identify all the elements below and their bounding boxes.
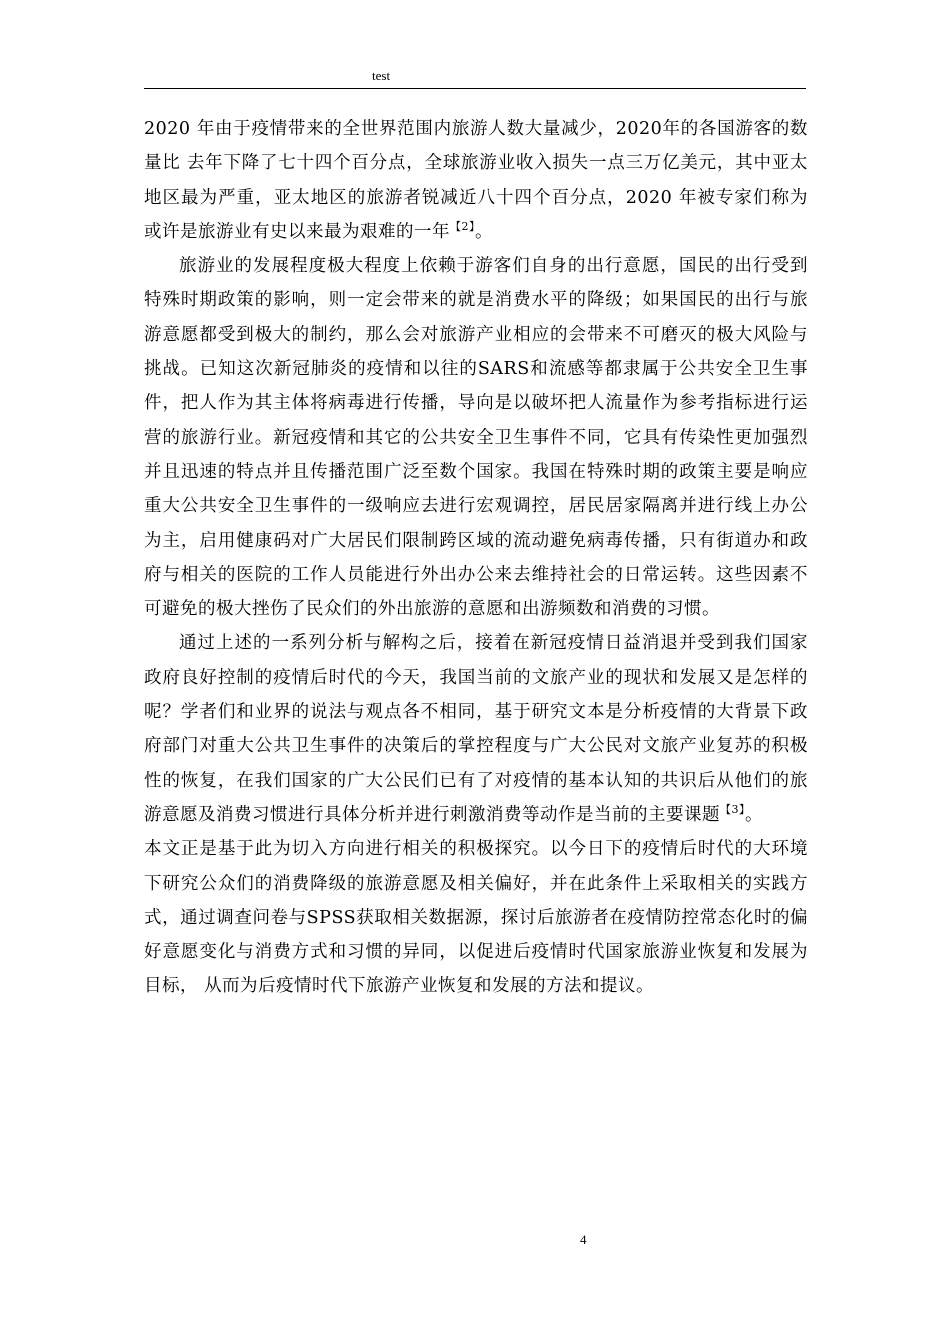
page-number: 4 xyxy=(580,1232,587,1247)
header-text: test xyxy=(372,68,391,83)
paragraph-3-tail: 。 xyxy=(745,804,763,825)
paragraph-1-tail: 。 xyxy=(475,221,493,242)
paragraph-3-text: 通过上述的一系列分析与解构之后，接着在新冠疫情日益消退并受到我们国家政府良好控制的疫情后时代的今天，我国当前的文旅产业的现状和发展又是怎样的呢？学者们和业界的说法与观点各不相同，基于研究文本是分析疫情的大背景下政府部门对重大公共卫生事件的决策后的掌控程度与广大公民对文旅产业复苏的积极性的恢复，在我们国家的广大公民们已有了对疫情的基本认知的共识后从他们的旅游意愿及消费习惯进行具体分析并进行刺激消费等动作是当前的主要课题 xyxy=(144,633,808,825)
paragraph-4 xyxy=(144,832,808,1003)
citation-2: 【2】 xyxy=(450,220,475,234)
paragraph-1 xyxy=(144,112,808,249)
body-text xyxy=(144,112,808,1004)
citation-3: 【3】 xyxy=(720,803,745,817)
paragraph-3 xyxy=(144,626,808,832)
paragraph-1-text: 2020 年由于疫情带来的全世界范围内旅游人数大量减少，2020年的各国游客的数量比 去年下降了七十四个百分点，全球旅游业收入损失一点三万亿美元，其中亚太地区最为严重，亚太地区的旅游者锐减近八十四个百分点，2020 年被专家们称为或许是旅游业有史以来最为艰难的一年 xyxy=(144,119,808,242)
page-header xyxy=(144,68,806,89)
paragraph-4-text: 本文正是基于此为切入方向进行相关的积极探究。以今日下的疫情后时代的大环境下研究公众们的消费降级的旅游意愿及相关偏好，并在此条件上采取相关的实践方式，通过调查问卷与SPSS获取相关数据源，探讨后旅游者在疫情防控常态化时的偏好意愿变化与消费方式和习惯的异同，以促进后疫情时代国家旅游业恢复和发展为目标， 从而为后疫情时代下旅游产业恢复和发展的方法和提议。 xyxy=(144,839,808,997)
paragraph-2-text: 旅游业的发展程度极大程度上依赖于游客们自身的出行意愿，国民的出行受到特殊时期政策的影响，则一定会带来的就是消费水平的降级；如果国民的出行与旅游意愿都受到极大的制约，那么会对旅游产业相应的会带来不可磨灭的极大风险与挑战。已知这次新冠肺炎的疫情和以往的SARS和流感等都隶属于公共安全卫生事件，把人作为其主体将病毒进行传播，导向是以破坏把人流量作为参考指标进行运营的旅游行业。新冠疫情和其它的公共安全卫生事件不同，它具有传染性更加强烈并且迅速的特点并且传播范围广泛至数个国家。我国在特殊时期的政策主要是响应重大公共安全卫生事件的一级响应去进行宏观调控，居民居家隔离并进行线上办公为主，启用健康码对广大居民们限制跨区域的流动避免病毒传播，只有街道办和政府与相关的医院的工作人员能进行外出办公来去维持社会的日常运转。这些因素不可避免的极大挫伤了民众们的外出旅游的意愿和出游频数和消费的习惯。 xyxy=(144,256,808,620)
paragraph-2 xyxy=(144,249,808,626)
